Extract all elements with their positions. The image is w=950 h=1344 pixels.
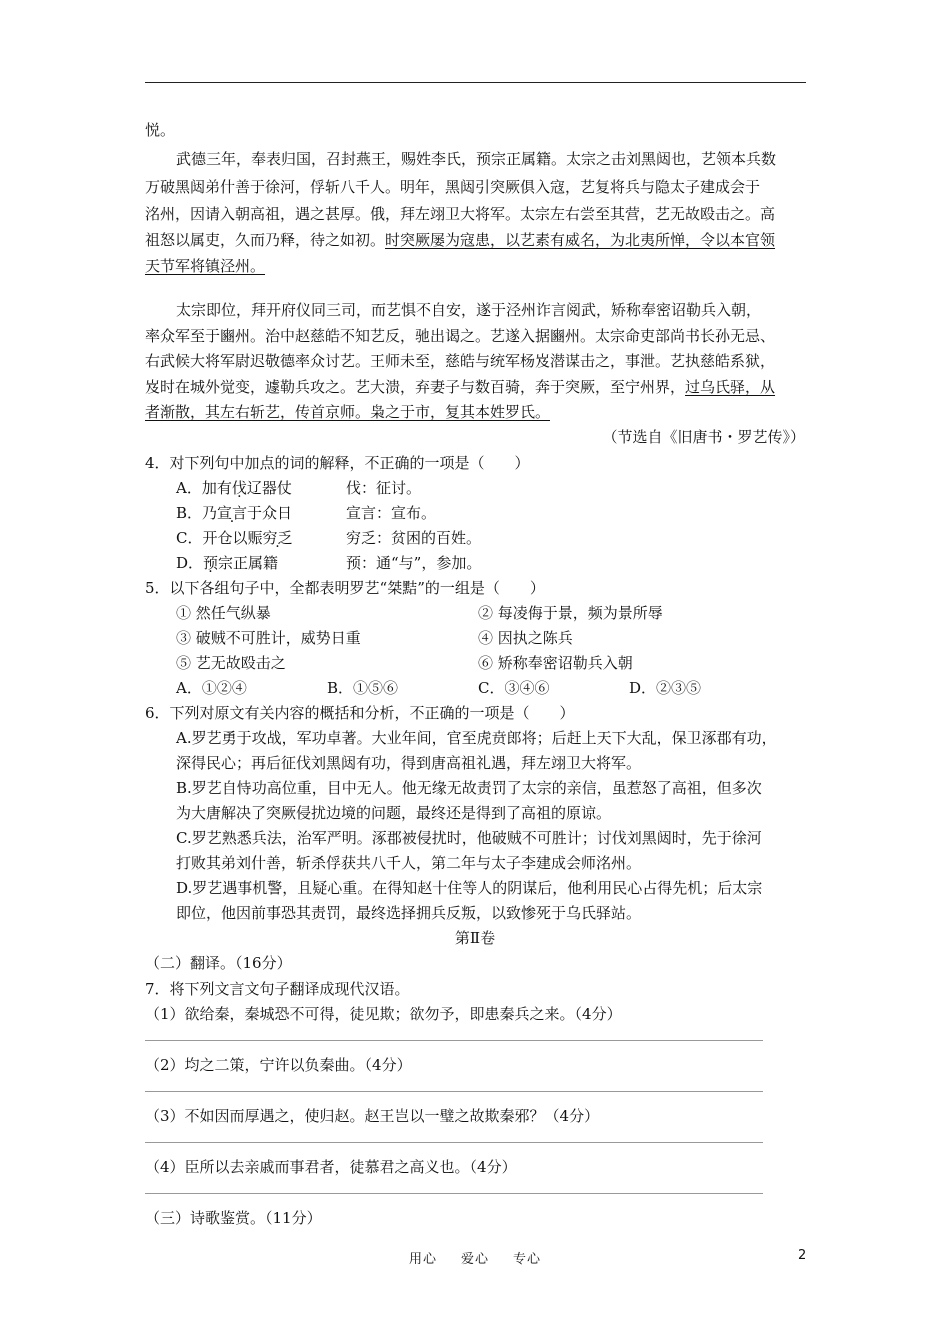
footer-motto: [0, 1248, 950, 1267]
source-citation: （节选自《旧唐书・罗艺传》）: [602, 428, 805, 446]
section-title: 第Ⅱ卷: [454, 929, 496, 947]
translate-item: （1）欲给秦，秦城恐不可得，徒见欺；欲勿予，即患秦兵之来。（4分）: [145, 1005, 622, 1023]
analysis-line: D.罗艺遇事机警，且疑心重。在得知赵十住等人的阴谋后，他利用民心占得先机；后太宗: [176, 879, 763, 897]
sentence-item: ② 每凌侮于景，频为景所辱: [478, 604, 663, 622]
question-stem: 7．将下列文言文句子翻译成现代汉语。: [145, 980, 410, 998]
question-stem: 5．以下各组句子中，全都表明罗艺“桀黠”的一组是（ ）: [145, 579, 545, 597]
translate-item: （2）均之二策，宁许以负秦曲。（4分）: [145, 1056, 412, 1074]
analysis-line: 深得民心；再后征伐刘黑闼有功，得到唐高祖礼遇，拜左翊卫大将军。: [176, 754, 642, 772]
option-d: [176, 552, 278, 574]
underlined-sentence: 天节军将镇泾州。: [145, 257, 266, 275]
option-text: B．乃: [176, 504, 218, 522]
option-explanation: 预：通“与”，参加。: [346, 554, 482, 572]
passage-line: 万破黑闼弟什善于徐河，俘斩八千人。明年，黑闼引突厥俱入寇，艺复将兵与隐太子建成会于: [145, 178, 761, 196]
footer-text: 专心: [513, 1252, 542, 1267]
translate-item: （4）臣所以去亲戚而事君者，徒慕君之高义也。（4分）: [145, 1158, 517, 1176]
underlined-sentence: 者渐散，其左右斩艺，传首京师。枭之于市，复其本姓罗氏。: [145, 403, 551, 421]
analysis-line: C.罗艺熟悉兵法，治军严明。涿郡被侵扰时，他破贼不可胜计；讨伐刘黑闼时，先于徐河: [176, 829, 762, 847]
translate-item: （3）不如因而厚遇之，使归赵。赵王岂以一璧之故欺秦邪？（4分）: [145, 1107, 600, 1125]
section-heading: （三）诗歌鉴赏。（11分）: [145, 1209, 322, 1227]
footer-text: 用心: [408, 1252, 437, 1267]
option-a: [176, 477, 292, 499]
option-b: [176, 502, 292, 524]
passage-line: 率众军至于豳州。治中赵慈皓不知艺反，驰出谒之。艺遂入据豳州。太宗命吏部尚书长孙无忌、: [145, 327, 776, 345]
option-text: 辽器仗: [246, 479, 292, 497]
dotted-word: 预: [203, 554, 219, 572]
passage-line: [145, 376, 775, 398]
answer-line[interactable]: [145, 1040, 763, 1041]
passage-line: [145, 229, 775, 251]
passage-text: 岌时在城外觉变，遽勒兵攻之。艺大溃，弃妻子与数百骑，奔于突厥，至宁州界，: [145, 378, 686, 396]
analysis-line: 为大唐解决了突厥侵扰边境的问题，最终还是得到了高祖的原谅。: [176, 804, 612, 822]
choice-c: C．③④⑥: [478, 679, 550, 697]
analysis-line: 即位，他因前事恐其责罚，最终选择拥兵反叛，以致惨死于乌氏驿站。: [176, 904, 642, 922]
choice-a: A．①②④: [176, 679, 247, 697]
analysis-line: A.罗艺勇于攻战，军功卓著。大业年间，官至虎贲郎将；后赶上天下大乱，保卫涿郡有功，: [176, 729, 777, 747]
passage-line: 洺州，因请入朝高祖，遇之甚厚。俄，拜左翊卫大将军。太宗左右尝至其营，艺无故殴击之。高: [145, 205, 776, 223]
header-rule: [145, 82, 806, 83]
option-text: A．加有: [176, 479, 232, 497]
choice-d: D．②③⑤: [629, 679, 702, 697]
answer-line[interactable]: [145, 1142, 763, 1143]
sentence-item: ⑥ 矫称奉密诏勒兵入朝: [478, 654, 633, 672]
answer-line[interactable]: [145, 1091, 763, 1092]
question-stem: 4．对下列句中加点的词的解释，不正确的一项是（ ）: [145, 454, 530, 472]
option-explanation: 宣言：宣布。: [346, 504, 437, 522]
underlined-sentence: 时突厥屡为寇患，以艺素有威名，为北夷所惮，令以本官领: [385, 231, 776, 249]
footer-text: 爱心: [460, 1252, 489, 1267]
analysis-line: B.罗艺自恃功高位重，目中无人。他无缘无故责罚了太宗的亲信，虽惹怒了高祖，但多次: [176, 779, 762, 797]
sentence-item: ④ 因执之陈兵: [478, 629, 573, 647]
passage-line: 右武候大将军尉迟敬德率众讨艺。王师未至，慈皓与统军杨岌潜谋击之，事泄。艺执慈皓系狱，: [145, 352, 776, 370]
option-c: [176, 527, 293, 549]
analysis-line: 打败其弟刘什善，斩杀俘获共八千人，第二年与太子李建成会师洺州。: [176, 854, 642, 872]
option-text: 于众日: [247, 504, 293, 522]
passage-line: 武德三年，奉表归国，召封燕王，赐姓李氏，预宗正属籍。太宗之击刘黑闼也，艺领本兵数: [176, 150, 777, 168]
sentence-item: ③ 破贼不可胜计，威势日重: [176, 629, 361, 647]
dotted-word: 伐: [231, 479, 247, 497]
dotted-word: 宣言: [217, 504, 248, 522]
answer-line[interactable]: [145, 1193, 763, 1194]
option-text: C．开仓以赈: [176, 529, 263, 547]
option-explanation: 穷乏：贫困的百姓。: [346, 529, 482, 547]
choice-b: B．①⑤⑥: [327, 679, 399, 697]
passage-line: 太宗即位，拜开府仪同三司，而艺惧不自安，遂于泾州诈言阅武，矫称奉密诏勒兵入朝，: [176, 301, 762, 319]
question-stem: 6．下列对原文有关内容的概括和分析，不正确的一项是（ ）: [145, 704, 575, 722]
passage-line: 悦。: [145, 121, 176, 139]
page-number: 2: [798, 1248, 807, 1263]
option-explanation: 伐：征讨。: [346, 479, 422, 497]
dotted-word: 穷乏: [262, 529, 293, 547]
option-text: 宗正属籍: [218, 554, 279, 572]
sentence-item: ① 然任气纵暴: [176, 604, 271, 622]
sentence-item: ⑤ 艺无故殴击之: [176, 654, 286, 672]
passage-text: 祖怒以属吏，久而乃释，待之如初。: [145, 231, 386, 249]
section-heading: （二）翻译。（16分）: [145, 954, 292, 972]
underlined-sentence: 过乌氏驿，从: [685, 378, 776, 396]
option-text: D．: [176, 554, 204, 572]
